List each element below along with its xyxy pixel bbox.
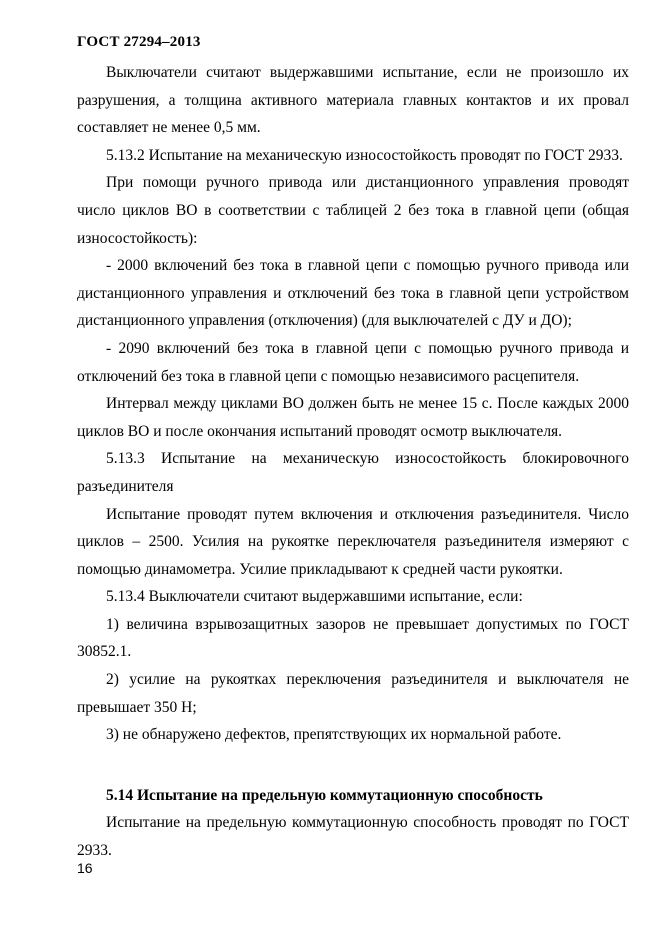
document-header: ГОСТ 27294–2013 (77, 34, 201, 50)
document-body (77, 59, 629, 865)
list-item: 3) не обнаружено дефектов, препятствующих их нормальной работе. (106, 726, 562, 744)
list-item: 1) величина взрывозащитных зазоров не превышает допустимых по ГОСТ 30852.1. (77, 615, 629, 661)
list-item: - 2090 включений без тока в главной цепи с помощью ручного привода и отключений без тока в главной цепи с помощью независимого расцепителя. (77, 339, 629, 385)
page-number: 16 (77, 860, 93, 876)
paragraph: Испытание проводят путем включения и отключения разъединителя. Число циклов – 2500. Усилия на рукоятке переключателя разъединителя измеряют с помощью динамометра. Усилие прикладывают к средней части рукоятки. (77, 505, 629, 578)
paragraph: 5.13.3 Испытание на механическую износостойкость блокировочного разъединителя (77, 450, 629, 495)
paragraph: 5.13.2 Испытание на механическую износостойкость проводят по ГОСТ 2933. (106, 146, 623, 164)
paragraph: Интервал между циклами ВО должен быть не менее 15 с. После каждых 2000 циклов ВО и после окончания испытаний проводят осмотр выключателя. (77, 395, 629, 440)
paragraph: 5.13.4 Выключатели считают выдержавшими испытание, если: (106, 588, 523, 606)
paragraph: При помощи ручного привода или дистанционного управления проводят число циклов ВО в соответствии с таблицей 2 без тока в главной цепи (общая износостойкость): (77, 174, 629, 247)
paragraph: Испытание на предельную коммутационную способность проводят по ГОСТ 2933. (77, 814, 629, 860)
section-heading: 5.14 Испытание на предельную коммутационную способность (106, 786, 543, 804)
list-item: 2) усилие на рукоятках переключения разъединителя и выключателя не превышает 350 Н; (77, 671, 629, 716)
paragraph: Выключатели считают выдержавшими испытание, если не произошло их разрушения, а толщина активного материала главных контактов и их провал составляет не менее 0,5 мм. (77, 64, 629, 137)
list-item: - 2000 включений без тока в главной цепи с помощью ручного привода или дистанционного управления и отключений без тока в главной цепи устройством дистанционного управления (отключения) (для выключателей с ДУ и ДО); (77, 257, 629, 330)
